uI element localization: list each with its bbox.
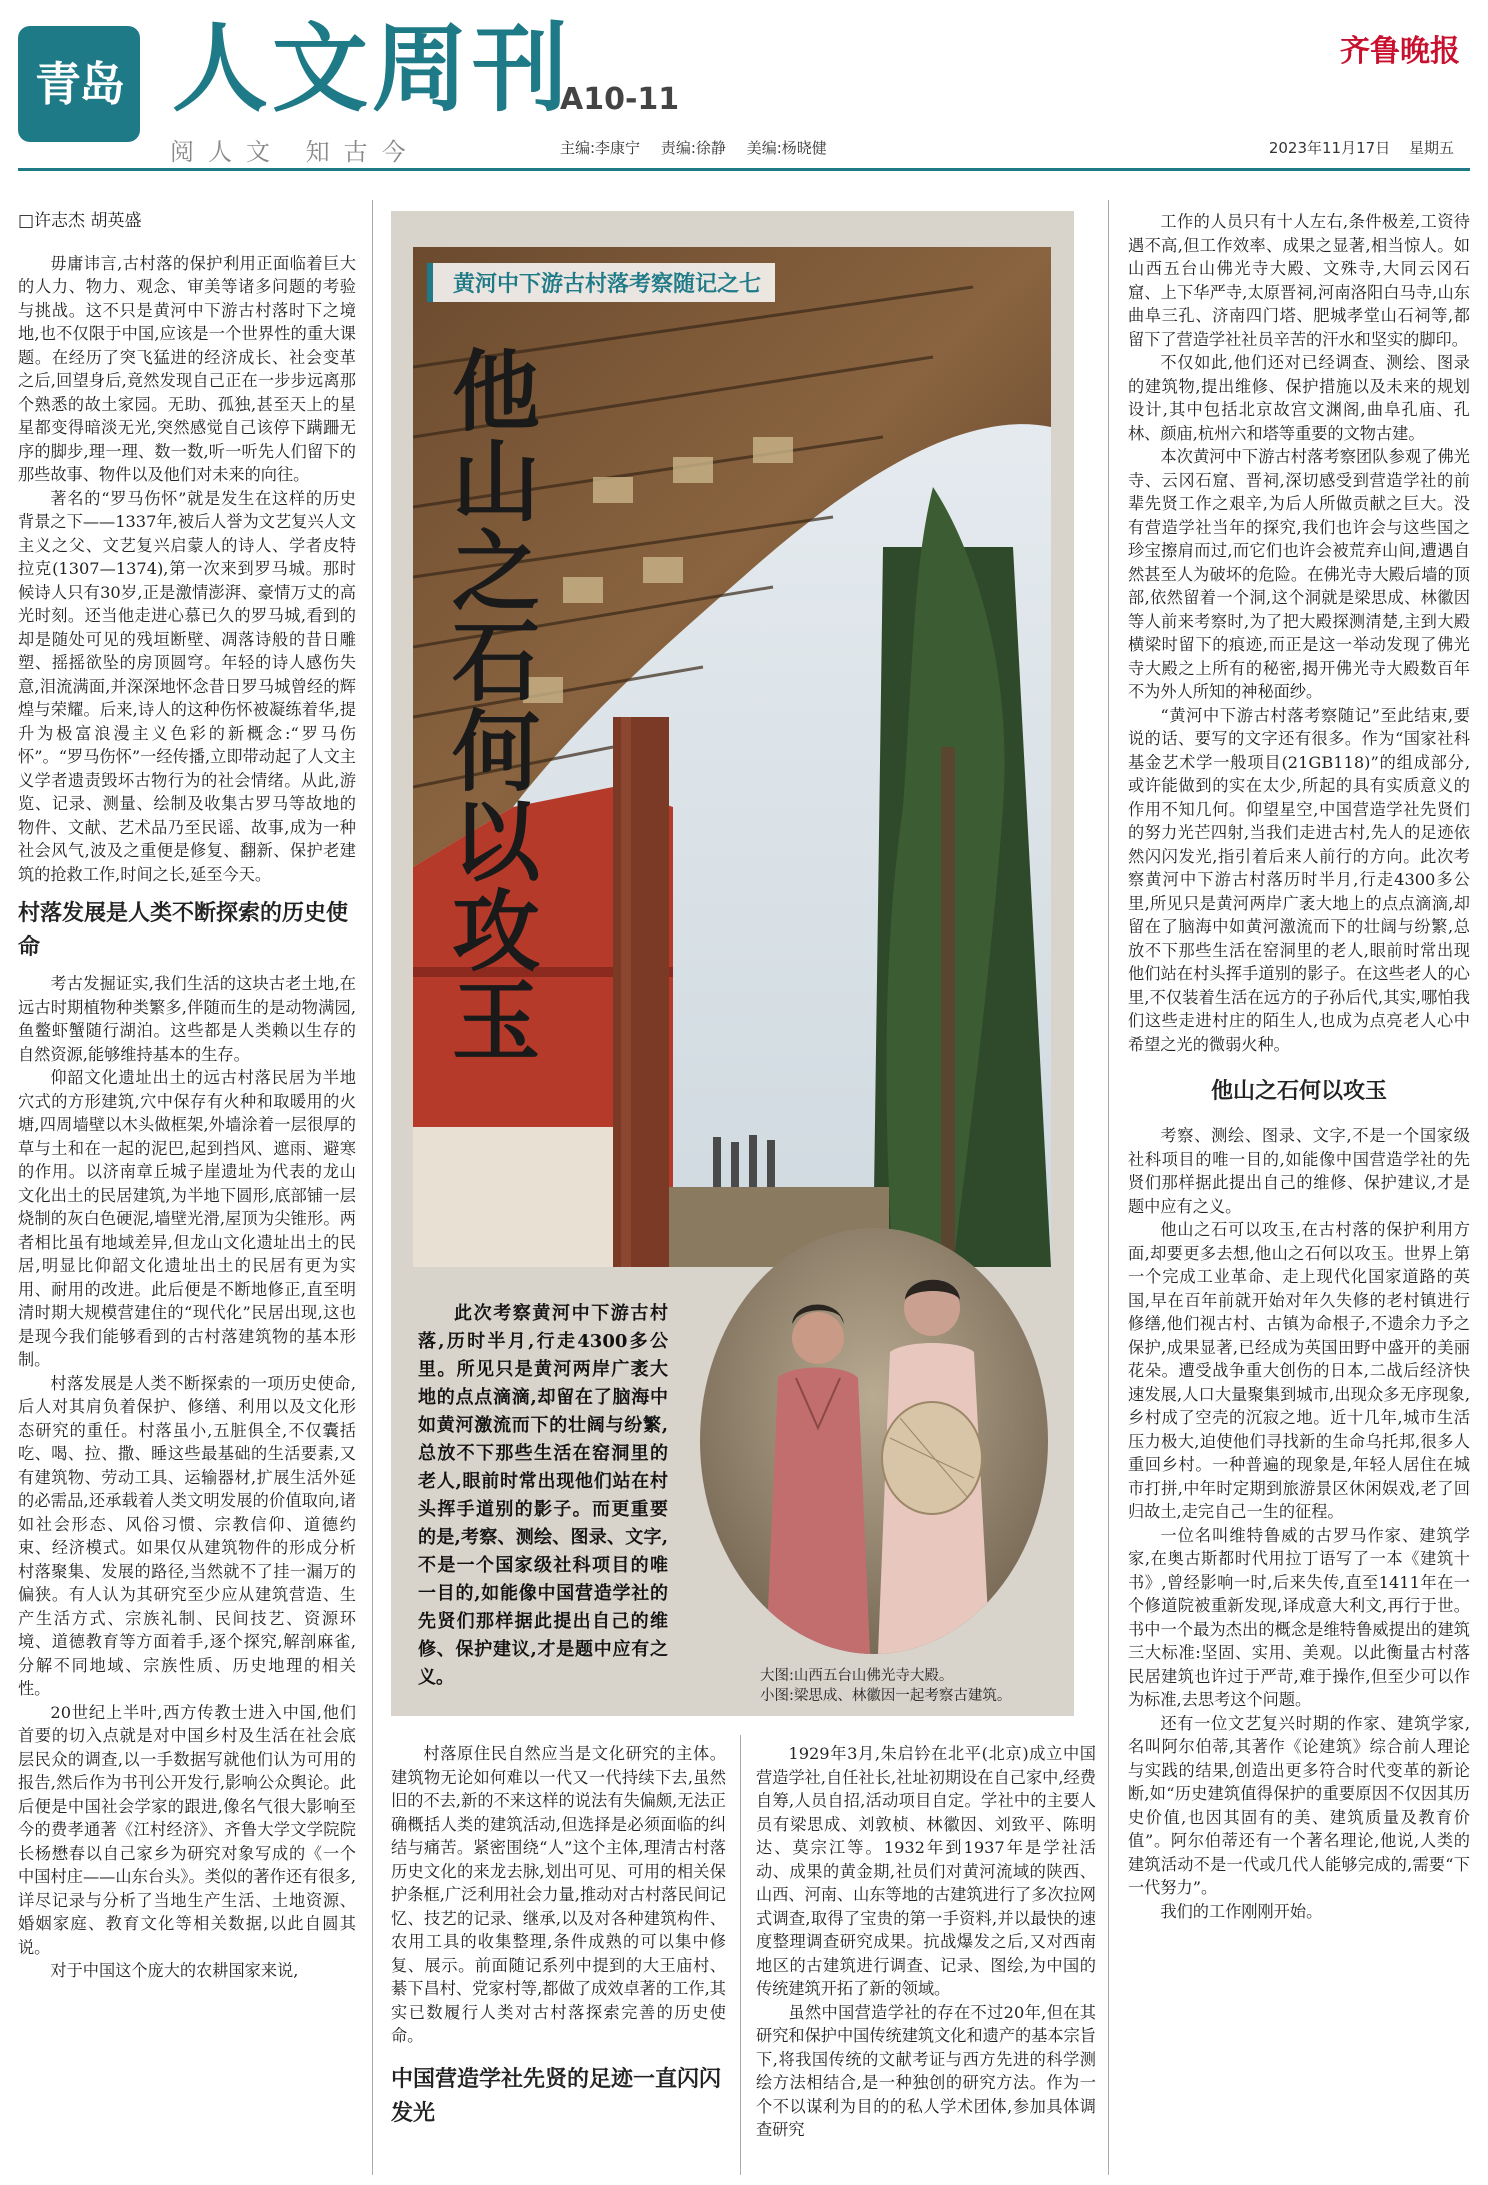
paragraph: 虽然中国营造学社的存在不过20年,但在其研究和保护中国传统建筑文化和遗产的基本宗旨下,将我国传统的文献考证与西方先进的科学测绘方法相结合,是一种独创的研究方法。作为一个不以谋利为目的的私人学术团体,参加具体调查研究	[756, 2002, 1096, 2139]
paragraph: “黄河中下游古村落考察随记”至此结束,要说的话、要写的文字还有很多。作为“国家社科基金艺术学一般项目(21GB118)”的组成部分,或许能做到的实在太少,所起的具有实质意义的作用不知几何。仰望星空,中国营造学社先贤们的努力光芒四射,当我们走进古村,先人的足迹依然闪闪发光,指引着后来人前行的方向。此次考察黄河中下游古村落历时半月,行走4300多公里,所见只是黄河两岸广袤大地上的点点滴滴,却留在了脑海中如黄河激流而下的壮阔与纷繁,总放不下那些生活在窑洞里的老人,眼前时常出现他们站在村头挥手道别的影子。在这些老人的心里,不仅装着生活在远方的子孙后代,其实,哪怕我们这些走进村庄的陌生人,也成为点亮老人心中希望之光的微弱火种。	[1128, 705, 1470, 1054]
newspaper-logo: 齐鲁晚报	[1340, 34, 1460, 69]
paragraph: 考古发掘证实,我们生活的这块古老土地,在远古时期植物种类繁多,伴随而生的是动物满园,鱼鳖虾蟹随行湖泊。这些都是人类赖以生存的自然资源,能够维持基本的生存。	[18, 974, 356, 1064]
issue-weekday: 星期五	[1408, 139, 1454, 157]
column-divider	[740, 1735, 741, 2175]
editor-art: 美编:杨晓健	[746, 139, 827, 157]
lead-text: 此次考察黄河中下游古村落,历时半月,行走4300多公里。所见只是黄河两岸广袤大地的点点滴滴,却留在了脑海中如黄河激流而下的壮阔与纷繁,总放不下那些生活在窑洞里的老人,眼前时常出现他们站在村头挥手道别的影子。而更重要的是,考察、测绘、图录、文字,不是一个国家级社科项目的唯一目的,如能像中国营造学社的先贤们那样据此提出自己的维修、保护建议,才是题中应有之义。	[418, 1303, 668, 1688]
editor-chief: 主编:李康宁	[560, 139, 641, 157]
couple-portrait-photo	[700, 1228, 1048, 1654]
paragraph: 对于中国这个庞大的农耕国家来说,	[50, 1961, 299, 1980]
column-divider	[372, 200, 373, 2175]
paragraph: 1929年3月,朱启钤在北平(北京)成立中国营造学社,自任社长,社址初期设在自己家中,经费自筹,人员自招,活动项目自定。学社中的主要人员有梁思成、刘敦桢、林徽因、刘致平、陈明达、莫宗江等。1932年到1937年是学社活动、成果的黄金期,社员们对黄河流域的陕西、山西、河南、山东等地的古建筑进行了多次拉网式调查,取得了宝贵的第一手资料,并以最快的速度整理调查研究成果。抗战爆发之后,又对西南地区的古建筑进行调查、记录、图绘,为中国的传统建筑开拓了新的领域。	[756, 1744, 1096, 1998]
column-divider	[1108, 200, 1109, 2175]
photo-caption	[760, 1666, 1011, 1706]
section-title: 人文周刊	[172, 12, 572, 125]
issue-date: 2023年11月17日	[1268, 139, 1391, 157]
article-column-2	[391, 1742, 726, 2138]
paragraph: 本次黄河中下游古村落考察团队参观了佛光寺、云冈石窟、晋祠,深切感受到营造学社的前辈先贤工作之艰辛,为后人所做贡献之巨大。没有营造学社当年的探究,我们也许会与这些国之珍宝擦肩而过,而它们也许会被荒弃山间,遭遇自然甚至人为破坏的危险。在佛光寺大殿后墙的顶部,依然留着一个洞,这个洞就是梁思成、林徽因等人前来考察时,为了把大殿探测清楚,主到大殿横梁时留下的痕迹,而正是这一举动发现了佛光寺大殿之上所有的秘密,揭开佛光寺大殿数百年不为外人所知的神秘面纱。	[1128, 447, 1470, 701]
article-column-3	[756, 1742, 1096, 2142]
paragraph: 不仅如此,他们还对已经调查、测绘、图录的建筑物,提出维修、保护措施以及未来的规划设计,其中包括北京故宫文渊阁,曲阜孔庙、孔林、颜庙,杭州六和塔等重要的文物古建。	[1128, 353, 1470, 443]
subhead-village-development: 村落发展是人类不断探索的历史使命	[18, 900, 349, 960]
lead-paragraph	[418, 1300, 668, 1692]
caption-big-photo: 大图:山西五台山佛光寺大殿。	[760, 1668, 954, 1684]
tagline: 阅人文 知古今	[170, 138, 420, 166]
subhead-other-stones: 他山之石何以攻玉	[1210, 1078, 1387, 1104]
header-divider	[18, 168, 1470, 171]
page-code: A10-11	[560, 82, 680, 117]
paragraph: 著名的“罗马伤怀”就是发生在这样的历史背景之下——1337年,被后人誉为文艺复兴人文主义之父、文艺复兴启蒙人的诗人、学者皮特拉克(1307—1374),第一次来到罗马城。那时候诗人只有30岁,正是激情澎湃、豪情万丈的高光时刻。还当他走进心慕已久的罗马城,看到的却是随处可见的残垣断壁、凋落诗般的昔日雕塑、摇摇欲坠的房顶圆穹。年轻的诗人感伤失意,泪流满面,并深深地怀念昔日罗马城曾经的辉煌与荣耀。后来,诗人的这种伤怀被凝练着华,提升为极富浪漫主义色彩的新概念:“罗马伤怀”。“罗马伤怀”一经传播,立即带动起了人文主义学者遗责毁坏古物行为的社会情绪。从此,游览、记录、测量、绘制及收集古罗马等故地的物件、文献、艺术品乃至民谣、故事,成为一种社会风气,波及之重便是修复、翻新、保护老建筑的抢救工作,时间之长,延至今天。	[18, 488, 356, 884]
paragraph: 20世纪上半叶,西方传教士进入中国,他们首要的切入点就是对中国乡村及生活在社会底层民众的调查,以一手数据写就他们认为可用的报告,然后作为书刊公开发行,影响公众舆论。此后便是中国社会学家的跟进,像名气很大影响至今的费孝通著《江村经济》、齐鲁大学文学院院长杨懋春以自己家乡为研究对象写成的《一个中国村庄——山东台头》。类似的著作还有很多,详尽记录与分析了当地生产生活、土地资源、婚姻家庭、教育文化等相关数据,以此自圆其说。	[18, 1702, 356, 1957]
paragraph: 工作的人员只有十人左右,条件极差,工资待遇不高,但工作效率、成果之显著,相当惊人。如山西五台山佛光寺大殿、文殊寺,大同云冈石窟、上下华严寺,太原晋祠,河南洛阳白马寺,山东曲阜三孔、济南四门塔、肥城孝堂山石祠等,都留下了营造学社社员辛苦的汗水和坚实的脚印。	[1128, 212, 1470, 349]
paragraph: 他山之石可以攻玉,在古村落的保护利用方面,却要更多去想,他山之石何以攻玉。世界上第一个完成工业革命、走上现代化国家道路的英国,早在百年前就开始对年久失修的老村镇进行修缮,他们视古村、古镇为命根子,不遗余力予之保护,成果显著,已经成为英国田野中盛开的美丽花朵。遭受战争重大创伤的日本,二战后经济快速发展,人口大量聚集到城市,出现众多无序现象,乡村成了空壳的沉寂之地。近十几年,城市生活压力极大,迫使他们寻找新的生命乌托邦,很多人重回乡村。一种普遍的现象是,年轻人居住在城市打拼,中年时定期到旅游景区休闲娱戏,老了回归故土,走完自己一生的征程。	[1128, 1220, 1470, 1521]
paragraph: 我们的工作刚刚开始。	[1160, 1901, 1323, 1921]
editors-line	[560, 137, 843, 158]
caption-small-photo: 小图:梁思成、林徽因一起考察古建筑。	[760, 1688, 1012, 1704]
subhead-yingzao-society: 中国营造学社先贤的足迹一直闪闪发光	[391, 2065, 722, 2126]
paragraph: 考察、测绘、图录、文字,不是一个国家级社科项目的唯一目的,如能像中国营造学社的先贤们那样据此提出自己的维修、保护建议,才是题中应有之义。	[1128, 1126, 1470, 1216]
headline: 他山之石何以攻玉	[438, 345, 542, 1065]
date-line	[1255, 137, 1454, 158]
paragraph: 还有一位文艺复兴时期的作家、建筑学家,名叫阿尔伯蒂,其著作《论建筑》综合前人理论与实践的结果,创造出更多符合时代变革的新论断,如“历史建筑值得保护的重要原因不仅因其历史价值,也因其固有的美、建筑质量及教育价值”。阿尔伯蒂还有一个著名理论,他说,人类的建筑活动不是一代或几代人能够完成的,需要“下一代努力”。	[1128, 1713, 1470, 1897]
article-column-1	[18, 210, 356, 1983]
paragraph: 仰韶文化遗址出土的远古村落民居为半地穴式的方形建筑,穴中保存有火种和取暖用的火塘,四周墙壁以木头做框架,外墙涂着一层很厚的草与土和在一起的泥巴,起到挡风、遮雨、避寒的作用。以济南章丘城子崖遗址为代表的龙山文化出土的民居建筑,为半地下圆形,底部铺一层烧制的灰白色硬泥,墙壁光滑,屋顶为尖锥形。两者相比虽有地域差异,但龙山文化遗址出土的民居,明显比仰韶文化遗址出土的民居有更为实用、耐用的改进。此后便是不断地修正,直至明清时期大规模营建住的“现代化”民居出现,这也是现今我们能够看到的古村落建筑物的基本形制。	[18, 1068, 356, 1369]
paragraph: 一位名叫维特鲁威的古罗马作家、建筑学家,在奥古斯都时代用拉丁语写了一本《建筑十书》,曾经影响一时,后来失传,直至1411年在一个修道院被重新发现,译成意大利文,再行于世。书中一个最为杰出的概念是维特鲁威提出的建筑三大标准:坚固、实用、美观。以此衡量古村落民居建筑也许过于严苛,难于操作,但至少可以作为标准,去思考这个问题。	[1128, 1525, 1470, 1709]
couple-portrait-illustration	[700, 1228, 1048, 1654]
series-tag: 黄河中下游古村落考察随记之七	[427, 263, 775, 302]
byline: □许志杰 胡英盛	[18, 211, 142, 231]
article-column-4	[1128, 210, 1470, 1923]
paragraph: 村落发展是人类不断探索的一项历史使命,后人对其肩负着保护、修缮、利用以及文化形态研究的重任。村落虽小,五脏俱全,不仅囊括吃、喝、拉、撒、睡这些最基础的生活要素,又有建筑物、劳动工具、运输器材,扩展生活外延的必需品,还承载着人类文明发展的价值取向,诸如社会形态、风俗习惯、宗教信仰、道德约束、经济模式。如果仅从建筑物件的形成分析村落聚集、发展的路径,当然就不了挂一漏万的偏狭。有人认为其研究至少应从建筑营造、生产生活方式、宗族礼制、民间技艺、资源环境、道德教育等方面着手,逐个探究,解剖麻雀,分解不同地域、宗族性质、历史地理的相关性。	[18, 1373, 356, 1698]
section-logo: 青岛	[18, 26, 140, 142]
paragraph: 毋庸讳言,古村落的保护利用正面临着巨大的人力、物力、观念、审美等诸多问题的考验与挑战。这不只是黄河中下游古村落时下之境地,也不仅限于中国,应该是一个世界性的重大课题。在经历了突飞猛进的经济成长、社会变革之后,回望身后,竟然发现自己正在一步步远离那个熟悉的故土家园。无助、孤独,甚至天上的星星都变得暗淡无光,突然感觉自己该停下蹒跚无序的脚步,理一理、数一数,听一听先人们留下的那些故事、物件以及他们对未来的向往。	[18, 253, 356, 484]
editor-duty: 责编:徐静	[660, 139, 726, 157]
paragraph: 村落原住民自然应当是文化研究的主体。建筑物无论如何难以一代又一代持续下去,虽然旧的不去,新的不来这样的说法有失偏颇,无法正确概括人类的建筑活动,但选择是必须面临的纠结与痛苦。紧密围绕“人”这个主体,理清古村落历史文化的来龙去脉,划出可见、可用的相关保护条框,广泛利用社会力量,推动对古村落民间记忆、技艺的记录、继承,以及对各种建筑构件、农用工具的收集整理,条件成熟的可以集中修复、展示。前面随记系列中提到的大王庙村、綦下昌村、党家村等,都做了成效卓著的工作,其实已数履行人类对古村落探索完善的历史使命。	[391, 1744, 726, 2045]
